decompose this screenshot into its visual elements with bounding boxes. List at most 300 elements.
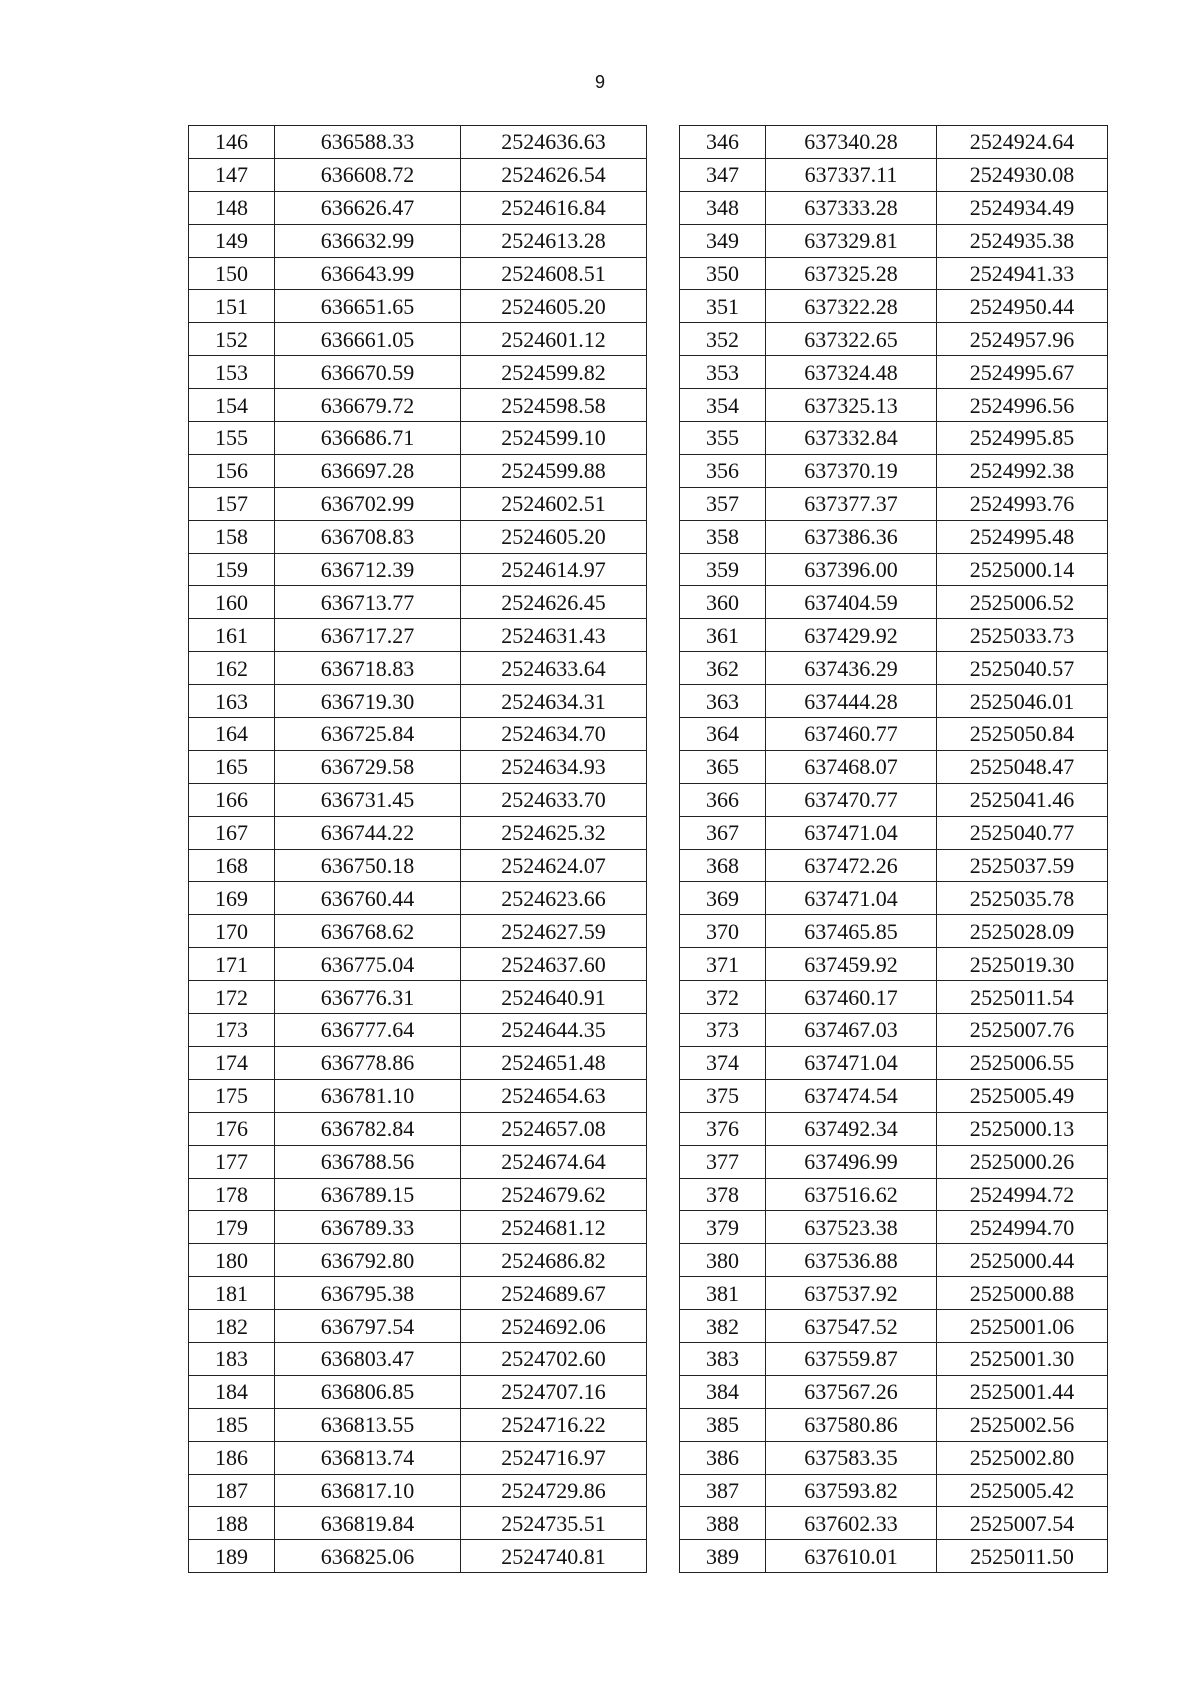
y-coordinate-cell: 2524623.66 [461, 882, 647, 915]
table-row [680, 158, 1108, 191]
y-coordinate-cell: 2525035.78 [937, 882, 1108, 915]
x-coordinate-cell: 637460.77 [766, 718, 937, 751]
y-coordinate-cell: 2524729.86 [461, 1474, 647, 1507]
y-coordinate-cell: 2525001.30 [937, 1342, 1108, 1375]
x-coordinate-cell: 637470.77 [766, 783, 937, 816]
point-number-cell: 153 [189, 356, 275, 389]
table-row [680, 257, 1108, 290]
table-row [189, 454, 647, 487]
point-number-cell: 177 [189, 1145, 275, 1178]
x-coordinate-cell: 636608.72 [275, 158, 461, 191]
point-number-cell: 381 [680, 1277, 766, 1310]
x-coordinate-cell: 637322.28 [766, 290, 937, 323]
point-number-cell: 151 [189, 290, 275, 323]
x-coordinate-cell: 637492.34 [766, 1112, 937, 1145]
x-coordinate-cell: 637516.62 [766, 1178, 937, 1211]
point-number-cell: 147 [189, 158, 275, 191]
table-row [680, 1211, 1108, 1244]
table-row [189, 487, 647, 520]
table-row [189, 915, 647, 948]
point-number-cell: 347 [680, 158, 766, 191]
point-number-cell: 173 [189, 1014, 275, 1047]
y-coordinate-cell: 2524692.06 [461, 1310, 647, 1343]
point-number-cell: 386 [680, 1441, 766, 1474]
point-number-cell: 184 [189, 1375, 275, 1408]
point-number-cell: 155 [189, 422, 275, 455]
x-coordinate-cell: 636806.85 [275, 1375, 461, 1408]
x-coordinate-cell: 636789.15 [275, 1178, 461, 1211]
table-row [189, 718, 647, 751]
table-row [189, 1145, 647, 1178]
x-coordinate-cell: 636795.38 [275, 1277, 461, 1310]
y-coordinate-cell: 2524608.51 [461, 257, 647, 290]
x-coordinate-cell: 636632.99 [275, 224, 461, 257]
x-coordinate-cell: 636719.30 [275, 685, 461, 718]
point-number-cell: 360 [680, 586, 766, 619]
coordinates-table-right [679, 125, 1108, 1573]
x-coordinate-cell: 637322.65 [766, 323, 937, 356]
x-coordinate-cell: 637547.52 [766, 1310, 937, 1343]
table-row [189, 126, 647, 159]
table-row [680, 1507, 1108, 1540]
y-coordinate-cell: 2525011.50 [937, 1540, 1108, 1573]
table-row [680, 948, 1108, 981]
x-coordinate-cell: 637468.07 [766, 750, 937, 783]
y-coordinate-cell: 2524636.63 [461, 126, 647, 159]
table-row [189, 586, 647, 619]
x-coordinate-cell: 636744.22 [275, 816, 461, 849]
table-row [189, 1079, 647, 1112]
table-row [680, 126, 1108, 159]
y-coordinate-cell: 2525040.57 [937, 652, 1108, 685]
point-number-cell: 148 [189, 191, 275, 224]
x-coordinate-cell: 636626.47 [275, 191, 461, 224]
y-coordinate-cell: 2525048.47 [937, 750, 1108, 783]
y-coordinate-cell: 2524994.72 [937, 1178, 1108, 1211]
table-row [189, 257, 647, 290]
y-coordinate-cell: 2524599.82 [461, 356, 647, 389]
table-row [189, 191, 647, 224]
y-coordinate-cell: 2524707.16 [461, 1375, 647, 1408]
table-row [189, 1342, 647, 1375]
point-number-cell: 150 [189, 257, 275, 290]
y-coordinate-cell: 2524633.70 [461, 783, 647, 816]
point-number-cell: 373 [680, 1014, 766, 1047]
x-coordinate-cell: 636679.72 [275, 389, 461, 422]
table-row [189, 356, 647, 389]
x-coordinate-cell: 636782.84 [275, 1112, 461, 1145]
y-coordinate-cell: 2525011.54 [937, 981, 1108, 1014]
y-coordinate-cell: 2524613.28 [461, 224, 647, 257]
table-row [680, 1441, 1108, 1474]
point-number-cell: 182 [189, 1310, 275, 1343]
point-number-cell: 178 [189, 1178, 275, 1211]
y-coordinate-cell: 2525007.54 [937, 1507, 1108, 1540]
y-coordinate-cell: 2524934.49 [937, 191, 1108, 224]
table-row [189, 948, 647, 981]
table-row [680, 191, 1108, 224]
y-coordinate-cell: 2525000.88 [937, 1277, 1108, 1310]
point-number-cell: 160 [189, 586, 275, 619]
x-coordinate-cell: 637459.92 [766, 948, 937, 981]
point-number-cell: 168 [189, 849, 275, 882]
x-coordinate-cell: 636817.10 [275, 1474, 461, 1507]
point-number-cell: 375 [680, 1079, 766, 1112]
table-row [189, 1441, 647, 1474]
point-number-cell: 189 [189, 1540, 275, 1573]
table-row [680, 553, 1108, 586]
y-coordinate-cell: 2524995.67 [937, 356, 1108, 389]
x-coordinate-cell: 636781.10 [275, 1079, 461, 1112]
point-number-cell: 354 [680, 389, 766, 422]
point-number-cell: 362 [680, 652, 766, 685]
y-coordinate-cell: 2525040.77 [937, 816, 1108, 849]
y-coordinate-cell: 2525006.52 [937, 586, 1108, 619]
table-row [189, 1408, 647, 1441]
y-coordinate-cell: 2525000.13 [937, 1112, 1108, 1145]
table-row [680, 619, 1108, 652]
x-coordinate-cell: 636725.84 [275, 718, 461, 751]
y-coordinate-cell: 2524992.38 [937, 454, 1108, 487]
y-coordinate-cell: 2524994.70 [937, 1211, 1108, 1244]
point-number-cell: 169 [189, 882, 275, 915]
table-row [680, 224, 1108, 257]
table-row [680, 356, 1108, 389]
y-coordinate-cell: 2524602.51 [461, 487, 647, 520]
x-coordinate-cell: 637471.04 [766, 882, 937, 915]
table-row [680, 1244, 1108, 1277]
table-row [680, 882, 1108, 915]
point-number-cell: 379 [680, 1211, 766, 1244]
table-row [680, 915, 1108, 948]
y-coordinate-cell: 2524679.62 [461, 1178, 647, 1211]
point-number-cell: 385 [680, 1408, 766, 1441]
x-coordinate-cell: 636686.71 [275, 422, 461, 455]
point-number-cell: 179 [189, 1211, 275, 1244]
x-coordinate-cell: 636788.56 [275, 1145, 461, 1178]
y-coordinate-cell: 2524631.43 [461, 619, 647, 652]
y-coordinate-cell: 2524654.63 [461, 1079, 647, 1112]
point-number-cell: 351 [680, 290, 766, 323]
point-number-cell: 185 [189, 1408, 275, 1441]
y-coordinate-cell: 2525005.42 [937, 1474, 1108, 1507]
table-row [189, 1375, 647, 1408]
table-row [680, 1408, 1108, 1441]
x-coordinate-cell: 636712.39 [275, 553, 461, 586]
table-row [189, 1277, 647, 1310]
point-number-cell: 174 [189, 1046, 275, 1079]
table-row [189, 323, 647, 356]
point-number-cell: 156 [189, 454, 275, 487]
point-number-cell: 377 [680, 1145, 766, 1178]
point-number-cell: 172 [189, 981, 275, 1014]
point-number-cell: 369 [680, 882, 766, 915]
point-number-cell: 364 [680, 718, 766, 751]
y-coordinate-cell: 2525002.80 [937, 1441, 1108, 1474]
point-number-cell: 161 [189, 619, 275, 652]
point-number-cell: 365 [680, 750, 766, 783]
point-number-cell: 366 [680, 783, 766, 816]
y-coordinate-cell: 2524651.48 [461, 1046, 647, 1079]
y-coordinate-cell: 2524996.56 [937, 389, 1108, 422]
table-row [189, 652, 647, 685]
x-coordinate-cell: 636813.55 [275, 1408, 461, 1441]
x-coordinate-cell: 637337.11 [766, 158, 937, 191]
point-number-cell: 376 [680, 1112, 766, 1145]
point-number-cell: 180 [189, 1244, 275, 1277]
x-coordinate-cell: 636768.62 [275, 915, 461, 948]
y-coordinate-cell: 2525006.55 [937, 1046, 1108, 1079]
point-number-cell: 348 [680, 191, 766, 224]
x-coordinate-cell: 636697.28 [275, 454, 461, 487]
x-coordinate-cell: 636731.45 [275, 783, 461, 816]
point-number-cell: 146 [189, 126, 275, 159]
table-row [189, 1046, 647, 1079]
y-coordinate-cell: 2524599.88 [461, 454, 647, 487]
point-number-cell: 163 [189, 685, 275, 718]
x-coordinate-cell: 637536.88 [766, 1244, 937, 1277]
x-coordinate-cell: 637471.04 [766, 816, 937, 849]
point-number-cell: 187 [189, 1474, 275, 1507]
x-coordinate-cell: 637429.92 [766, 619, 937, 652]
table-row [189, 290, 647, 323]
y-coordinate-cell: 2524941.33 [937, 257, 1108, 290]
y-coordinate-cell: 2525002.56 [937, 1408, 1108, 1441]
table-row [680, 849, 1108, 882]
table-row [680, 1079, 1108, 1112]
x-coordinate-cell: 637580.86 [766, 1408, 937, 1441]
table-row [189, 1507, 647, 1540]
point-number-cell: 372 [680, 981, 766, 1014]
y-coordinate-cell: 2524634.93 [461, 750, 647, 783]
y-coordinate-cell: 2525019.30 [937, 948, 1108, 981]
x-coordinate-cell: 636588.33 [275, 126, 461, 159]
y-coordinate-cell: 2524605.20 [461, 520, 647, 553]
point-number-cell: 355 [680, 422, 766, 455]
x-coordinate-cell: 637436.29 [766, 652, 937, 685]
y-coordinate-cell: 2524702.60 [461, 1342, 647, 1375]
x-coordinate-cell: 636643.99 [275, 257, 461, 290]
point-number-cell: 358 [680, 520, 766, 553]
y-coordinate-cell: 2524627.59 [461, 915, 647, 948]
x-coordinate-cell: 637329.81 [766, 224, 937, 257]
y-coordinate-cell: 2525000.14 [937, 553, 1108, 586]
table-row [189, 553, 647, 586]
y-coordinate-cell: 2525041.46 [937, 783, 1108, 816]
y-coordinate-cell: 2524640.91 [461, 981, 647, 1014]
point-number-cell: 384 [680, 1375, 766, 1408]
y-coordinate-cell: 2524686.82 [461, 1244, 647, 1277]
point-number-cell: 162 [189, 652, 275, 685]
y-coordinate-cell: 2525028.09 [937, 915, 1108, 948]
x-coordinate-cell: 636661.05 [275, 323, 461, 356]
table-row [680, 520, 1108, 553]
x-coordinate-cell: 637396.00 [766, 553, 937, 586]
table-row [189, 1244, 647, 1277]
y-coordinate-cell: 2524993.76 [937, 487, 1108, 520]
table-row [189, 389, 647, 422]
table-row [189, 1474, 647, 1507]
point-number-cell: 167 [189, 816, 275, 849]
y-coordinate-cell: 2525033.73 [937, 619, 1108, 652]
table-row [680, 1014, 1108, 1047]
point-number-cell: 149 [189, 224, 275, 257]
point-number-cell: 361 [680, 619, 766, 652]
y-coordinate-cell: 2525007.76 [937, 1014, 1108, 1047]
point-number-cell: 387 [680, 1474, 766, 1507]
y-coordinate-cell: 2524644.35 [461, 1014, 647, 1047]
table-row [680, 1178, 1108, 1211]
point-number-cell: 382 [680, 1310, 766, 1343]
x-coordinate-cell: 637567.26 [766, 1375, 937, 1408]
point-number-cell: 370 [680, 915, 766, 948]
table-row [189, 422, 647, 455]
y-coordinate-cell: 2525046.01 [937, 685, 1108, 718]
y-coordinate-cell: 2524957.96 [937, 323, 1108, 356]
x-coordinate-cell: 637332.84 [766, 422, 937, 455]
table-row [189, 685, 647, 718]
x-coordinate-cell: 636819.84 [275, 1507, 461, 1540]
table-row [680, 1046, 1108, 1079]
y-coordinate-cell: 2524634.31 [461, 685, 647, 718]
table-row [680, 981, 1108, 1014]
point-number-cell: 186 [189, 1441, 275, 1474]
table-row [680, 685, 1108, 718]
point-number-cell: 165 [189, 750, 275, 783]
point-number-cell: 378 [680, 1178, 766, 1211]
point-number-cell: 349 [680, 224, 766, 257]
y-coordinate-cell: 2524995.85 [937, 422, 1108, 455]
y-coordinate-cell: 2524599.10 [461, 422, 647, 455]
x-coordinate-cell: 637325.28 [766, 257, 937, 290]
x-coordinate-cell: 636717.27 [275, 619, 461, 652]
table-row [189, 1178, 647, 1211]
y-coordinate-cell: 2524681.12 [461, 1211, 647, 1244]
x-coordinate-cell: 636729.58 [275, 750, 461, 783]
table-row [189, 619, 647, 652]
point-number-cell: 346 [680, 126, 766, 159]
table-row [680, 422, 1108, 455]
point-number-cell: 183 [189, 1342, 275, 1375]
table-row [680, 323, 1108, 356]
x-coordinate-cell: 637559.87 [766, 1342, 937, 1375]
y-coordinate-cell: 2525050.84 [937, 718, 1108, 751]
y-coordinate-cell: 2525000.26 [937, 1145, 1108, 1178]
x-coordinate-cell: 637333.28 [766, 191, 937, 224]
point-number-cell: 170 [189, 915, 275, 948]
y-coordinate-cell: 2524689.67 [461, 1277, 647, 1310]
y-coordinate-cell: 2524614.97 [461, 553, 647, 586]
point-number-cell: 383 [680, 1342, 766, 1375]
table-row [680, 652, 1108, 685]
x-coordinate-cell: 636778.86 [275, 1046, 461, 1079]
table-row [189, 981, 647, 1014]
x-coordinate-cell: 636750.18 [275, 849, 461, 882]
point-number-cell: 188 [189, 1507, 275, 1540]
table-row [189, 750, 647, 783]
table-row [189, 816, 647, 849]
x-coordinate-cell: 637496.99 [766, 1145, 937, 1178]
y-coordinate-cell: 2525001.06 [937, 1310, 1108, 1343]
y-coordinate-cell: 2525001.44 [937, 1375, 1108, 1408]
table-row [680, 1375, 1108, 1408]
table-row [189, 1211, 647, 1244]
table-row [680, 290, 1108, 323]
x-coordinate-cell: 637460.17 [766, 981, 937, 1014]
y-coordinate-cell: 2525037.59 [937, 849, 1108, 882]
table-row [189, 520, 647, 553]
y-coordinate-cell: 2524740.81 [461, 1540, 647, 1573]
y-coordinate-cell: 2524735.51 [461, 1507, 647, 1540]
point-number-cell: 374 [680, 1046, 766, 1079]
point-number-cell: 367 [680, 816, 766, 849]
table-row [189, 1540, 647, 1573]
table-row [189, 783, 647, 816]
y-coordinate-cell: 2524634.70 [461, 718, 647, 751]
y-coordinate-cell: 2524924.64 [937, 126, 1108, 159]
x-coordinate-cell: 636670.59 [275, 356, 461, 389]
x-coordinate-cell: 637583.35 [766, 1441, 937, 1474]
x-coordinate-cell: 637472.26 [766, 849, 937, 882]
x-coordinate-cell: 637370.19 [766, 454, 937, 487]
table-row [189, 1014, 647, 1047]
table-row [189, 1310, 647, 1343]
x-coordinate-cell: 636708.83 [275, 520, 461, 553]
x-coordinate-cell: 636797.54 [275, 1310, 461, 1343]
y-coordinate-cell: 2524601.12 [461, 323, 647, 356]
point-number-cell: 389 [680, 1540, 766, 1573]
table-row [189, 224, 647, 257]
point-number-cell: 176 [189, 1112, 275, 1145]
point-number-cell: 154 [189, 389, 275, 422]
table-row [680, 750, 1108, 783]
point-number-cell: 175 [189, 1079, 275, 1112]
x-coordinate-cell: 637386.36 [766, 520, 937, 553]
x-coordinate-cell: 637602.33 [766, 1507, 937, 1540]
y-coordinate-cell: 2524674.64 [461, 1145, 647, 1178]
x-coordinate-cell: 637404.59 [766, 586, 937, 619]
point-number-cell: 388 [680, 1507, 766, 1540]
table-row [680, 816, 1108, 849]
point-number-cell: 368 [680, 849, 766, 882]
x-coordinate-cell: 636825.06 [275, 1540, 461, 1573]
y-coordinate-cell: 2524657.08 [461, 1112, 647, 1145]
x-coordinate-cell: 636776.31 [275, 981, 461, 1014]
y-coordinate-cell: 2524637.60 [461, 948, 647, 981]
table-row [680, 1540, 1108, 1573]
x-coordinate-cell: 636760.44 [275, 882, 461, 915]
y-coordinate-cell: 2524624.07 [461, 849, 647, 882]
y-coordinate-cell: 2524626.54 [461, 158, 647, 191]
page-number: 9 [594, 72, 605, 92]
y-coordinate-cell: 2524605.20 [461, 290, 647, 323]
x-coordinate-cell: 637593.82 [766, 1474, 937, 1507]
x-coordinate-cell: 636813.74 [275, 1441, 461, 1474]
table-row [189, 158, 647, 191]
x-coordinate-cell: 637537.92 [766, 1277, 937, 1310]
y-coordinate-cell: 2524935.38 [937, 224, 1108, 257]
x-coordinate-cell: 636651.65 [275, 290, 461, 323]
point-number-cell: 159 [189, 553, 275, 586]
y-coordinate-cell: 2524598.58 [461, 389, 647, 422]
table-row [680, 1342, 1108, 1375]
x-coordinate-cell: 637467.03 [766, 1014, 937, 1047]
point-number-cell: 356 [680, 454, 766, 487]
x-coordinate-cell: 637474.54 [766, 1079, 937, 1112]
point-number-cell: 371 [680, 948, 766, 981]
table-row [680, 1310, 1108, 1343]
table-row [680, 1145, 1108, 1178]
